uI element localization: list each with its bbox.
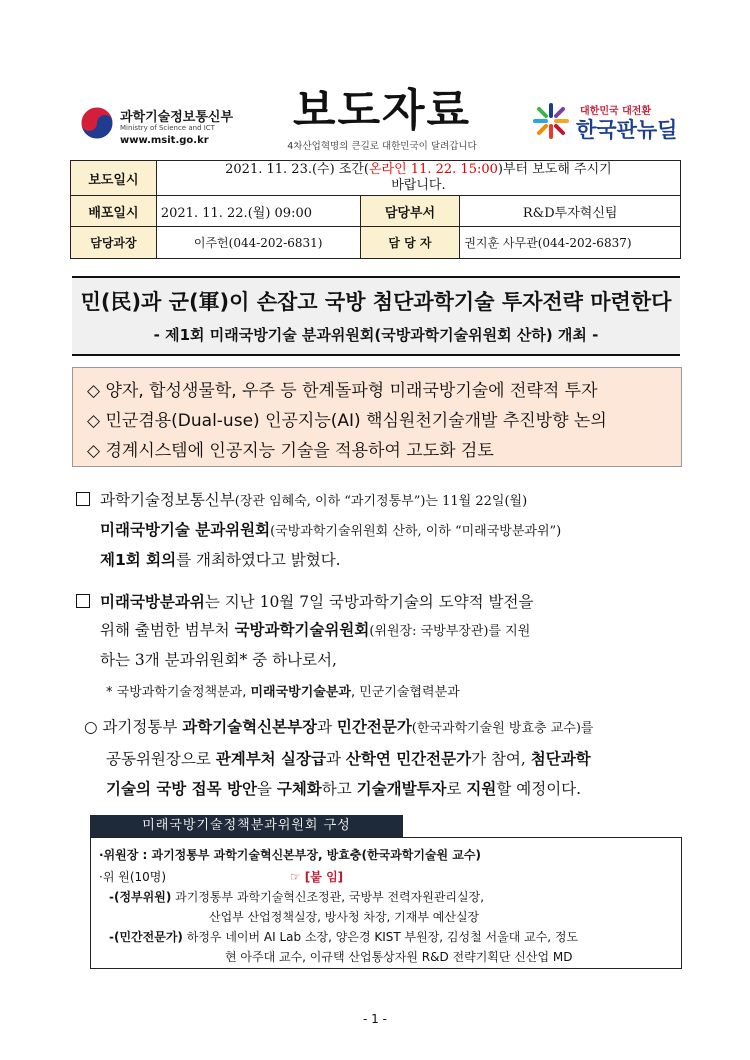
press-release-slogan: 4차산업혁명의 큰길로 대한민국이 달려갑니다: [287, 141, 477, 152]
para1-bold: 제1회 회의: [100, 551, 177, 569]
para3-bold: 지원: [466, 780, 497, 798]
composition-members: [99, 868, 343, 885]
distribution-date-label: 배포일시: [71, 196, 157, 227]
summary-item: ◇ 경계시스템에 인공지능 기술을 적용하여 고도화 검토: [87, 441, 494, 461]
para3-text: (한국과학기술원 방효충 교수)를: [411, 721, 594, 736]
para1-text: (국방과학기술위원회 산하, 이하 “미래국방분과위”): [270, 524, 562, 539]
composition-box: [90, 837, 682, 969]
gov-line: 과기정통부 과학기술혁신조정관, 국방부 전력자원관리실장,: [171, 890, 485, 904]
ministry-logo: [80, 102, 280, 152]
staff-label: 담 당 자: [360, 227, 460, 259]
release-info-table: [70, 160, 681, 259]
para3-text: 하고: [321, 780, 357, 798]
civ-line: 하정우 네이버 AI Lab 소장, 양은경 KIST 부원장, 김성철 서울대 교수, 정도: [182, 930, 579, 944]
staff-value: 권지훈 사무관(044-202-6837): [460, 227, 681, 259]
para2-text: (위원장: 국방부장관)를 지원: [369, 624, 531, 639]
release-date-text-post: )부터 보도해 주시기: [497, 162, 612, 177]
newdeal-logo: [532, 102, 682, 146]
para1-text: 과학기술정보통신부: [100, 491, 235, 509]
para2-bold: 국방과학기술위원회: [234, 621, 370, 639]
para3-bold: 기술개발투자: [356, 780, 447, 798]
para3-text: 과: [317, 718, 337, 736]
para2-text: 는 지난 10월 7일 국방과학기술의 도약적 발전을: [204, 593, 534, 611]
para2-text: 위해 출범한 범부처: [100, 621, 235, 639]
composition-chair: ·위원장 : 과기정통부 과학기술혁신본부장, 방효충(한국과학기술원 교수): [99, 848, 481, 862]
page-number: - 1 -: [363, 1012, 387, 1026]
summary-item: ◇ 양자, 합성생물학, 우주 등 한계돌파형 미래국방기술에 전략적 투자: [87, 381, 598, 401]
newdeal-slogan: 대한민국 대전환: [580, 106, 652, 117]
newdeal-star-icon: [532, 102, 570, 140]
paragraph-2: [76, 588, 533, 674]
para3-bold: 기술의 국방 접목 방안: [106, 780, 257, 798]
civ-line: 현 아주대 교수, 이규택 산업통상자원 R&D 전략기획단 신산업 MD: [225, 950, 573, 964]
para1-bold: 미래국방기술 분과위원회: [100, 521, 271, 539]
ministry-name: 과학기술정보통신부: [120, 110, 234, 125]
para3-text: 가 참여,: [471, 750, 531, 768]
para3-bold: 첨단과학: [530, 750, 591, 768]
para3-bold: 관계부처 실장급: [215, 750, 326, 768]
para1-text: (장관 임혜숙, 이하 “과기정통부”)는 11월 22일(월): [234, 494, 528, 509]
paragraph-3: [84, 712, 593, 804]
para3-text: 로: [446, 780, 467, 798]
press-release-title: 보도자료: [292, 85, 471, 136]
department-value: R&D투자혁신팀: [460, 196, 681, 227]
summary-box: [72, 367, 682, 467]
para3-bold: 민간전문가: [336, 718, 412, 736]
composition-tag: 미래국방기술정책분과위원회 구성: [90, 815, 403, 837]
para2-bold: 미래국방분과위: [100, 593, 205, 611]
para3-bold: 산학연 민간전문가: [345, 750, 472, 768]
para3-text: 할 예정이다.: [496, 780, 582, 798]
civ-members: [109, 928, 578, 945]
taeguk-icon: [80, 106, 114, 140]
manager-label: 담당과장: [71, 227, 157, 259]
paragraph-1: [76, 486, 561, 574]
para3-text: 공동위원장으로: [106, 750, 216, 768]
para3-bold: 구체화: [276, 780, 322, 798]
para3-bold: 과학기술혁신본부장: [182, 718, 318, 736]
summary-item: ◇ 민군겸용(Dual-use) 인공지능(AI) 핵심원천기술개발 추진방향 논의: [87, 411, 607, 431]
members-label: ·위 원(10명): [99, 870, 167, 884]
footnote-bold: 미래국방기술분과: [250, 685, 351, 700]
para3-text: 을: [256, 780, 277, 798]
civ-label: -(민간전문가): [109, 930, 183, 944]
para3-text: ○ 과기정통부: [84, 718, 183, 736]
para3-text: 과: [325, 750, 346, 768]
members-reference: ☞ [붙 임]: [289, 870, 344, 884]
release-date-value: [156, 161, 680, 196]
release-date-text: 2021. 11. 23.(수) 조간(: [225, 162, 369, 177]
footnote-text: , 민군기술협력분과: [350, 685, 460, 700]
distribution-date-value: 2021. 11. 22.(월) 09:00: [156, 196, 360, 227]
release-online-time: 온라인 11. 22. 15:00: [369, 162, 498, 177]
department-label: 담당부서: [360, 196, 460, 227]
para1-text: 를 개최하였다고 밝혔다.: [176, 551, 341, 569]
title-block: [72, 276, 680, 356]
manager-value: 이주헌(044-202-6831): [156, 227, 360, 259]
para2-text: 하는 3개 분과위원회* 중 하나로서,: [100, 651, 337, 669]
square-bullet-icon: [76, 492, 90, 506]
release-date-text-line2: 바랍니다.: [391, 178, 446, 193]
newdeal-name: 한국판뉴딜: [576, 118, 678, 142]
gov-members: [109, 888, 484, 905]
footnote: [106, 681, 460, 700]
ministry-name-en: Ministry of Science and ICT: [120, 124, 215, 132]
ministry-url: www.msit.go.kr: [120, 135, 209, 146]
gov-label: -(정부위원): [109, 890, 172, 904]
release-date-label: 보도일시: [71, 161, 157, 196]
footnote-text: * 국방과학기술정책분과,: [106, 685, 251, 700]
square-bullet-icon: [76, 594, 90, 608]
headline: 민(民)과 군(軍)이 손잡고 국방 첨단과학기술 투자전략 마련한다: [80, 290, 672, 314]
gov-line: 산업부 산업정책실장, 방사청 차장, 기재부 예산실장: [209, 910, 480, 924]
subheadline: - 제1회 미래국방기술 분과위원회(국방과학기술위원회 산하) 개최 -: [153, 326, 599, 344]
